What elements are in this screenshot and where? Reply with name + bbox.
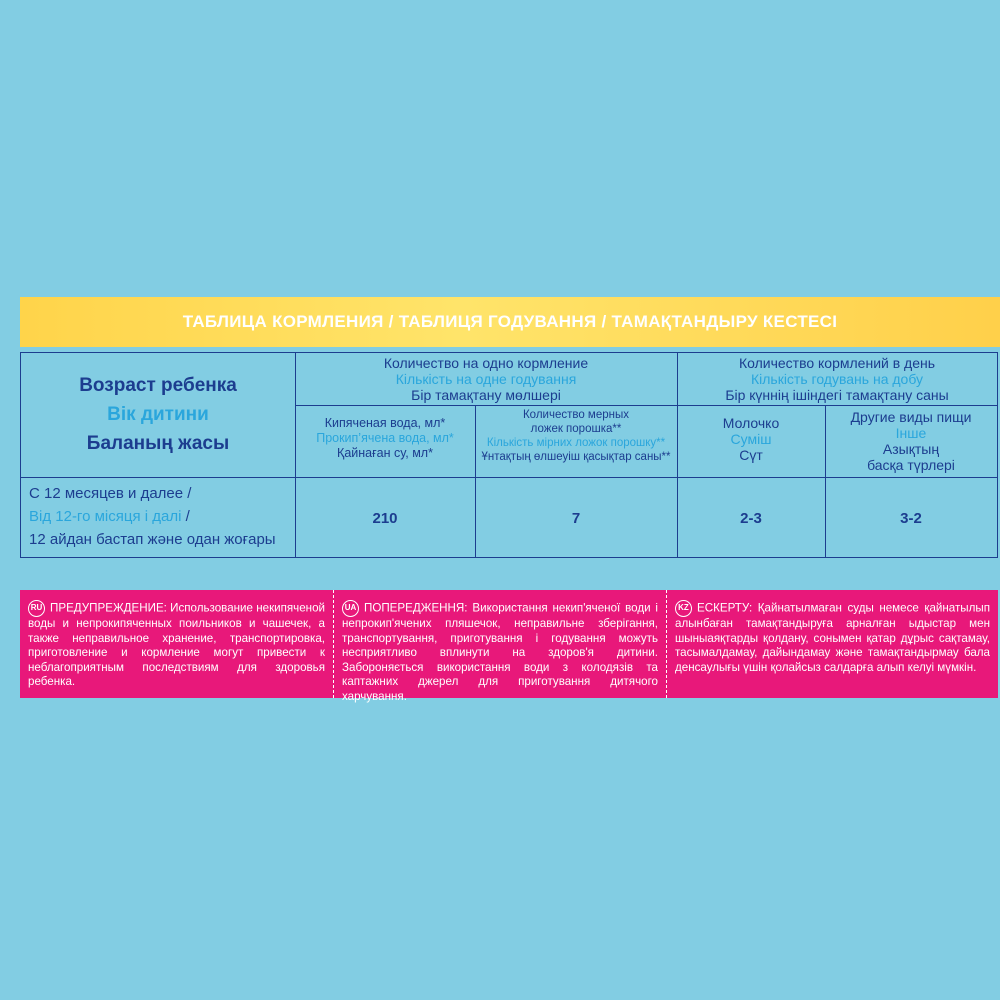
water-header-ru: Кипяченая вода, мл* (324, 416, 446, 430)
warning-ua (333, 590, 666, 703)
age-header-kz: Баланың жасы (86, 433, 230, 454)
warning-ua-text: Використання некип'яченої води і непрокип'ячених пляшечок, неправильне зберігання, транспортування, приготування і годування можуть несприятливо вплинути на здоров'я дитини. Забороняється використання води з колодязів та каптажних джерел для приготування дитячого харчування. (342, 601, 658, 703)
kz-badge-icon: KZ (675, 600, 692, 617)
other-food-header-ua: Інше (895, 425, 927, 441)
spoons-header-ua: Кількість мірних ложок порошку** (486, 437, 666, 449)
warnings-panel (20, 590, 998, 703)
amount-header-ru: Количество на одно кормление (383, 355, 589, 371)
feedings-header-ru: Количество кормлений в день (738, 355, 936, 371)
row-age-kz: 12 айдан бастап және одан жоғары (29, 531, 276, 548)
spoons-header-kz: Ұнтақтың өлшеуіш қасықтар саны** (481, 451, 671, 463)
warning-kz-heading: ЕСКЕРТУ: (697, 601, 753, 615)
amount-header-kz: Бір тамақтану мөлшері (411, 387, 561, 403)
feeding-table (20, 352, 998, 558)
warning-kz-text: Қайнатылмаған суды немесе қайнатылып алынбаған тамақтандыруға арналған ыдыстар мен шыныаяқтарды қолдану, сонымен қатар дұрыс сақтамау, тасымалдамау, дайындамау және тамақтандырмау бала денсаулығы үшін қолайсыз салдарға алып келуі мүмкін. (675, 601, 990, 674)
age-header (21, 371, 295, 458)
warning-ru-heading: ПРЕДУПРЕЖДЕНИЕ: (50, 601, 167, 615)
feeding-table-title: ТАБЛИЦА КОРМЛЕНИЯ / ТАБЛИЦЯ ГОДУВАННЯ / ТАМАҚТАНДЫРУ КЕСТЕСІ (182, 312, 838, 331)
grid-line (21, 477, 997, 478)
warning-ru (20, 590, 333, 698)
row-spoons-value: 7 (571, 510, 581, 527)
warning-ua-heading: ПОПЕРЕДЖЕННЯ: (364, 601, 468, 615)
spoons-header-ru-2: ложек порошка** (530, 423, 622, 435)
other-food-header-kz-1: Азықтың (882, 441, 940, 457)
feedings-header-ua: Кількість годувань на добу (750, 371, 924, 387)
row-water-value: 210 (372, 510, 398, 527)
water-header-ua: Прокип’ячена вода, мл* (316, 431, 454, 445)
water-header-kz: Қайнаған су, мл* (337, 446, 433, 460)
spoons-header (475, 408, 677, 464)
amount-header-ua: Кількість на одне годування (395, 371, 577, 387)
other-food-header-ru: Другие виды пищи (850, 409, 972, 425)
feeding-table-title-bar (20, 297, 1000, 347)
milk-header-kz: Сүт (739, 447, 763, 463)
warning-kz (666, 590, 998, 698)
warning-ru-text: Использование некипяченой воды и непрокипяченных поильников и чашечек, а также неправильное хранение, транспортировка, приготовление и кормление могут привести к неблагоприятным последствиям для здоровья ребенка. (28, 601, 325, 688)
table-row-age (29, 482, 293, 551)
row-age-ua: Від 12-го місяця і далі (29, 508, 182, 525)
milk-header (677, 415, 825, 463)
row-age-ru: С 12 месяцев и далее / (29, 485, 192, 502)
grid-line (295, 405, 997, 406)
water-header (295, 416, 475, 461)
feedings-header (677, 355, 997, 403)
feedings-header-kz: Бір күннің ішіндегі тамақтану саны (725, 387, 949, 403)
other-food-header (825, 409, 997, 473)
ua-badge-icon: UA (342, 600, 359, 617)
milk-header-ua: Суміш (730, 431, 772, 447)
row-other-food-value: 3-2 (900, 510, 922, 527)
spoons-header-ru-1: Количество мерных (522, 409, 629, 421)
row-age-ua-slash: / (181, 508, 190, 525)
other-food-header-kz-2: басқа түрлері (867, 457, 955, 473)
row-milk-value: 2-3 (740, 510, 762, 527)
ru-badge-icon: RU (28, 600, 45, 617)
age-header-ru: Возраст ребенка (79, 375, 237, 396)
amount-header (295, 355, 677, 403)
milk-header-ru: Молочко (722, 415, 780, 431)
age-header-ua: Вік дитини (107, 404, 209, 425)
